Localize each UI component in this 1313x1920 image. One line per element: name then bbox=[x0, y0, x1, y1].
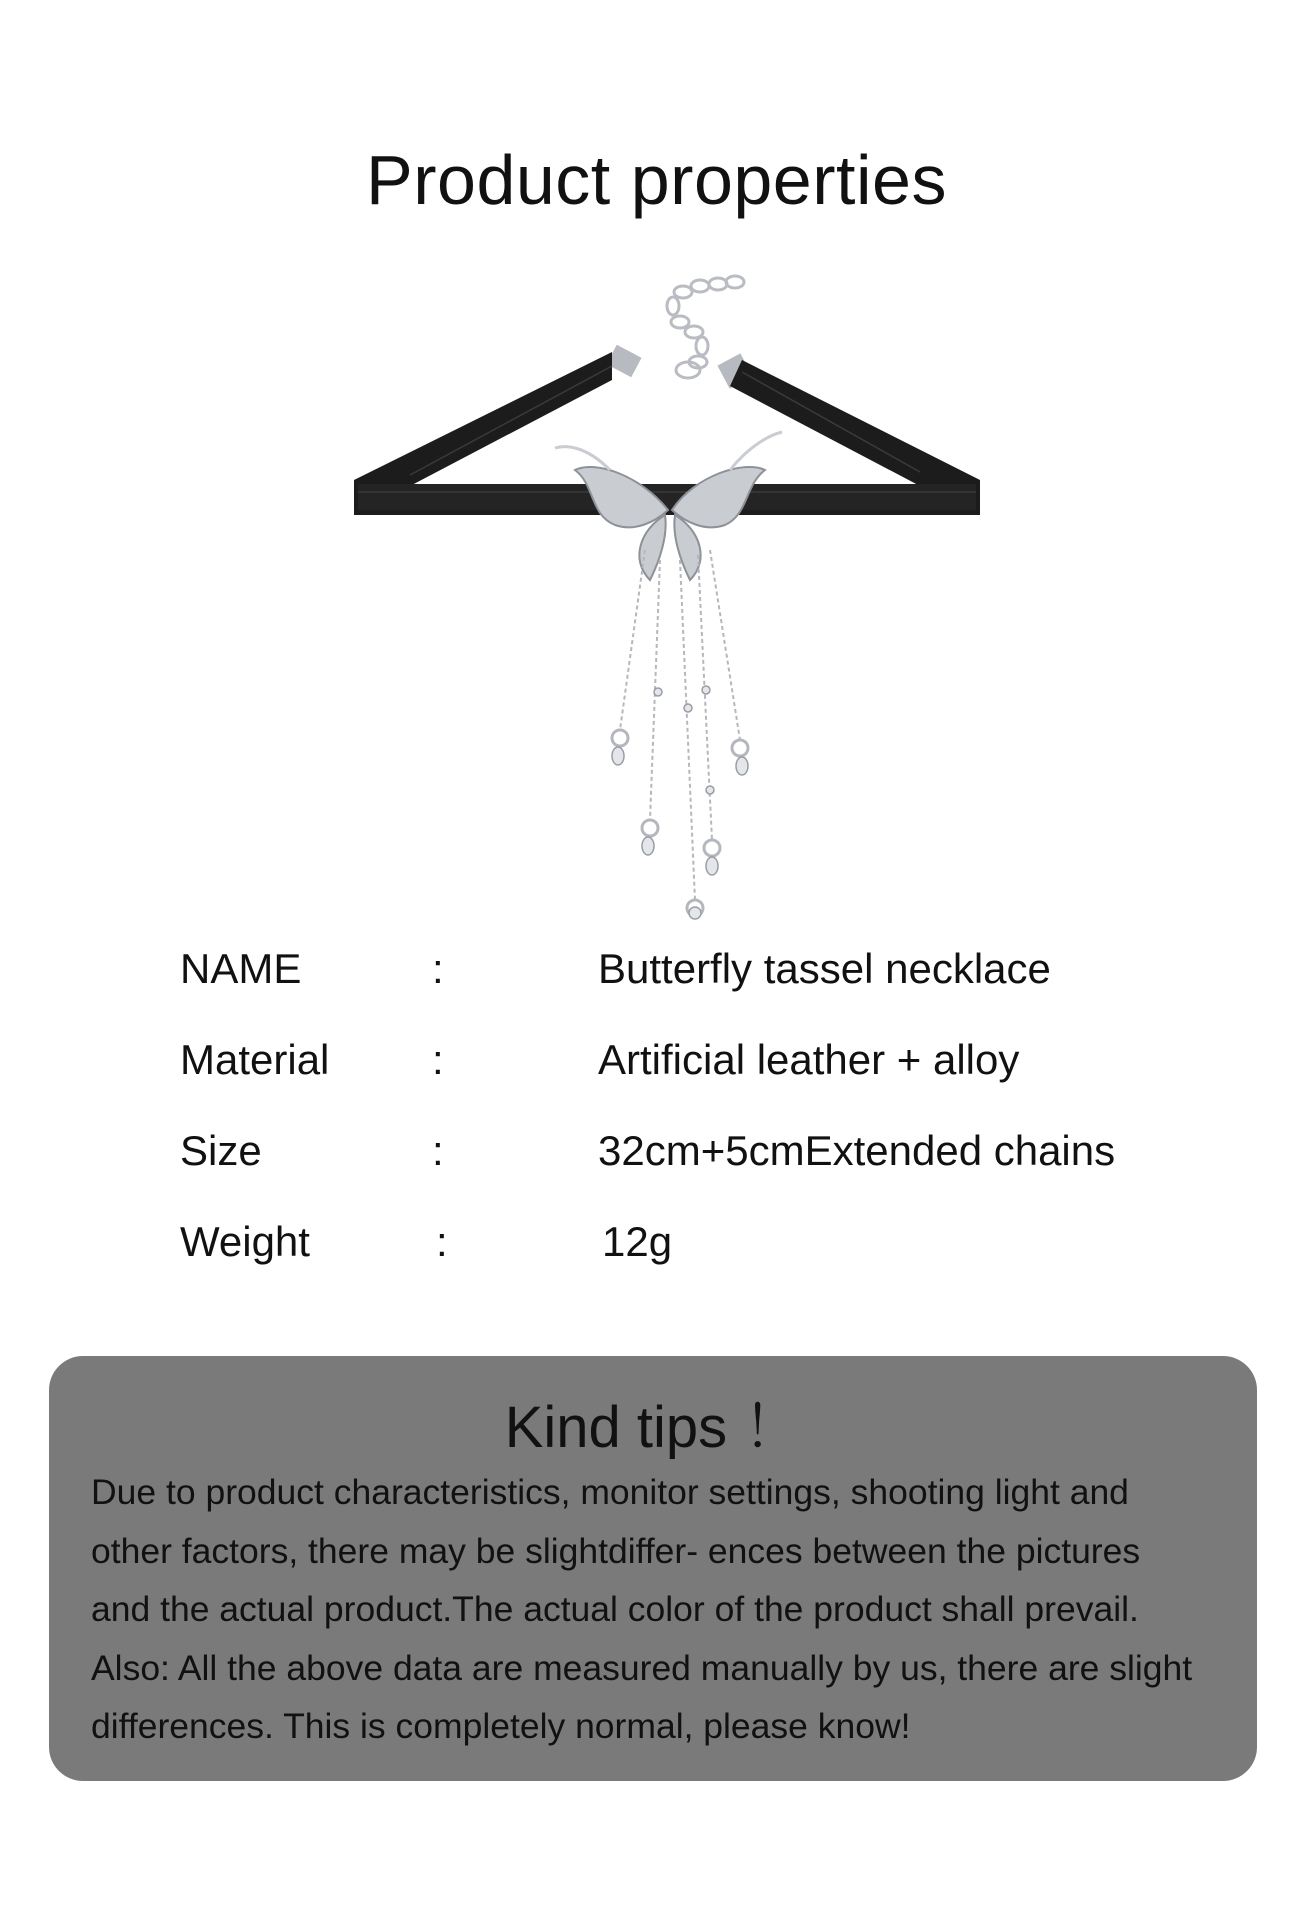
product-photo bbox=[350, 260, 990, 920]
property-label: Weight bbox=[180, 1218, 310, 1265]
kind-tips-line: and the actual product.The actual color of the product shall prevail. bbox=[91, 1589, 1139, 1629]
property-row-material bbox=[180, 1036, 1180, 1127]
kind-tips-line: Also: All the above data are measured manually by us, there are slight bbox=[91, 1647, 1193, 1688]
page-title: Product properties bbox=[366, 141, 947, 219]
kind-tips-line: differences. This is completely normal, please know! bbox=[91, 1706, 911, 1746]
property-value: Artificial leather + alloy bbox=[598, 1036, 1020, 1083]
property-label: NAME bbox=[180, 945, 302, 992]
kind-tips-panel bbox=[49, 1356, 1257, 1781]
product-properties-table bbox=[180, 945, 1180, 1309]
kind-tips-text bbox=[91, 1463, 1251, 1756]
property-row-name bbox=[180, 945, 1180, 1036]
property-separator: : bbox=[432, 1127, 444, 1174]
property-value: 12g bbox=[602, 1218, 673, 1265]
kind-tips-line: other factors, there may be slightdiffer- ences between the pictures bbox=[91, 1530, 1141, 1571]
property-label: Size bbox=[180, 1127, 262, 1174]
kind-tips-line: Due to product characteristics, monitor settings, shooting light and bbox=[91, 1472, 1129, 1512]
kind-tips-title: Kind tips ！ bbox=[504, 1395, 802, 1460]
property-separator: : bbox=[432, 945, 444, 992]
property-value: 32cm+5cmExtended chains bbox=[598, 1127, 1116, 1174]
property-row-weight bbox=[180, 1218, 1180, 1309]
butterfly-tassel-choker-image bbox=[354, 276, 980, 919]
property-separator: : bbox=[436, 1218, 448, 1265]
property-label: Material bbox=[180, 1036, 330, 1083]
property-value: Butterfly tassel necklace bbox=[598, 945, 1051, 992]
property-row-size bbox=[180, 1127, 1180, 1218]
property-separator: : bbox=[432, 1036, 444, 1083]
